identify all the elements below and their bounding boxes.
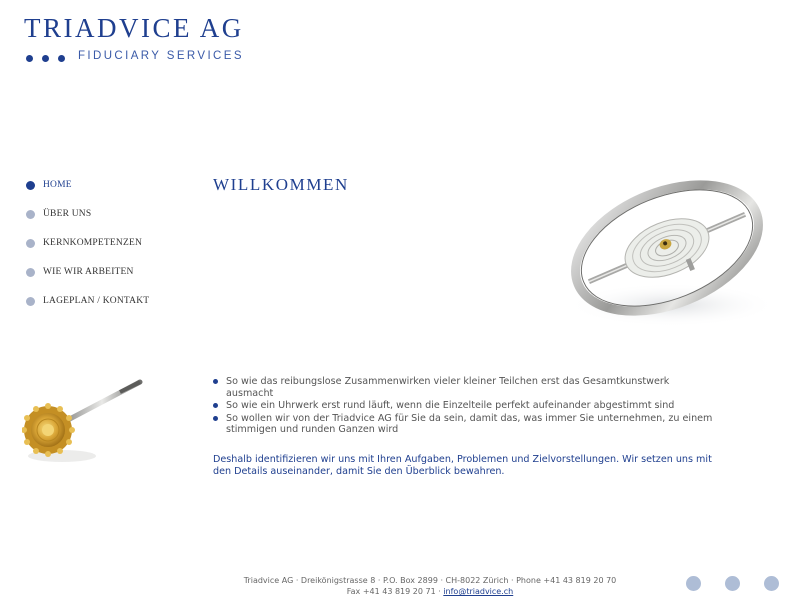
footer-dot-icon [686, 576, 701, 591]
list-item: So wie das reibungslose Zusammenwirken vieler kleiner Teilchen erst das Gesamtkunstwerk ausmacht [213, 376, 713, 399]
nav-label: LAGEPLAN / KONTAKT [43, 296, 150, 306]
logo-subtitle: FIDUCIARY SERVICES [78, 50, 244, 62]
logo-dots [26, 55, 65, 62]
footer-fax: Fax +41 43 819 20 71 · [346, 587, 444, 596]
list-item: So wie ein Uhrwerk erst rund läuft, wenn die Einzelteile perfekt aufeinander abgestimmt sind [213, 400, 713, 412]
nav-bullet-icon [26, 297, 35, 306]
footer-dot-icon [764, 576, 779, 591]
nav-bullet-icon [26, 210, 35, 219]
nav-bullet-icon [26, 239, 35, 248]
winding-crown-image [22, 372, 147, 464]
logo-dot [58, 55, 65, 62]
footer-dots [686, 576, 779, 591]
footer-contact [205, 586, 655, 597]
nav-item-ueber-uns[interactable] [26, 207, 196, 236]
nav-label: HOME [43, 180, 72, 190]
logo-dot [26, 55, 33, 62]
bullet-list [213, 376, 713, 436]
logo[interactable] [24, 13, 264, 62]
footer-dot-icon [725, 576, 740, 591]
intro-paragraph: Deshalb identifizieren wir uns mit Ihren Aufgaben, Problemen und Zielvorstellungen. Wir setzen uns mit den Details auseinander, damit Sie den Überblick bewahren. [213, 453, 712, 477]
main-nav [26, 178, 196, 323]
main-content [213, 376, 713, 487]
nav-item-kernkompetenzen[interactable] [26, 236, 196, 265]
list-item: So wollen wir von der Triadvice AG für Sie da sein, damit das, was immer Sie unternehmen, zu einem stimmigen und runden Ganzen wird [213, 413, 713, 436]
nav-label: KERNKOMPETENZEN [43, 238, 143, 248]
logo-title: TRIADVICE AG [24, 13, 244, 43]
nav-bullet-icon [26, 181, 35, 190]
nav-label: WIE WIR ARBEITEN [43, 267, 134, 277]
nav-item-wie-wir-arbeiten[interactable] [26, 265, 196, 294]
footer [205, 575, 655, 597]
page-title: WILLKOMMEN [213, 175, 349, 194]
nav-label: ÜBER UNS [43, 209, 92, 219]
nav-bullet-icon [26, 268, 35, 277]
logo-dot [42, 55, 49, 62]
email-link[interactable]: info@triadvice.ch [443, 587, 514, 596]
footer-address: Triadvice AG · Dreikönigstrasse 8 · P.O. Box 2899 · CH-8022 Zürich · Phone +41 43 819 20 70 [243, 576, 617, 585]
balance-wheel-image [552, 170, 782, 335]
nav-item-home[interactable] [26, 178, 196, 207]
nav-item-lageplan-kontakt[interactable] [26, 294, 196, 323]
